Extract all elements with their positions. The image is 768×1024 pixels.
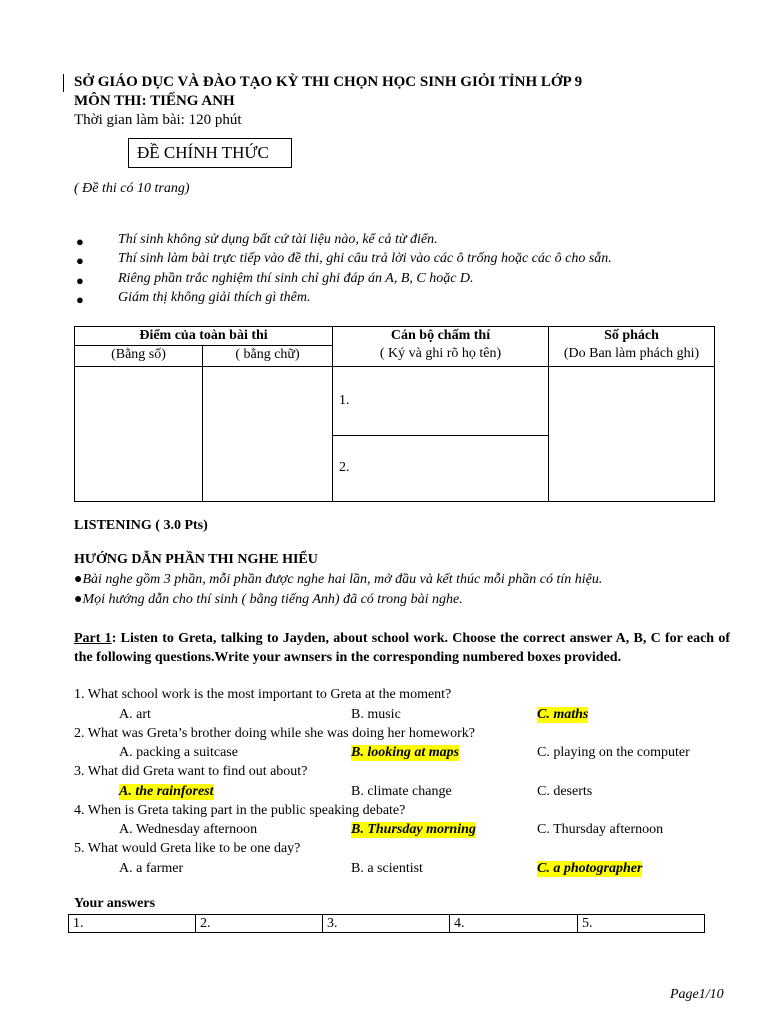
code-header-cell — [549, 327, 715, 367]
header-subject: MÔN THI: TIẾNG ANH — [74, 93, 235, 109]
question-5: 5. What would Greta like to be one day? — [74, 841, 301, 856]
examiner-1-label: 1. — [339, 392, 350, 408]
examiner-header-cell — [333, 327, 549, 367]
text-cursor — [63, 74, 64, 92]
page-number: Page1/10 — [670, 987, 724, 1002]
answer-box-2[interactable]: 2. — [196, 915, 323, 933]
answer-box-5[interactable]: 5. — [578, 915, 705, 933]
score-words-field[interactable] — [203, 367, 333, 502]
q2-option-c: C. playing on the computer — [537, 745, 690, 760]
your-answers-label: Your answers — [74, 896, 156, 911]
examiner-1-field[interactable] — [333, 367, 549, 435]
examiner-header: Cán bộ chấm thí — [390, 328, 491, 343]
answer-box-1[interactable]: 1. — [69, 915, 196, 933]
score-words-header: ( bằng chữ) — [203, 346, 333, 367]
part-1-instructions — [74, 629, 730, 667]
q1-option-c-answer: C. maths — [537, 707, 589, 722]
q4-option-a: A. Wednesday afternoon — [119, 822, 258, 837]
rule-bullet: ● — [76, 273, 84, 288]
listening-title: LISTENING ( 3.0 Pts) — [74, 518, 208, 533]
pages-note: ( Đề thi có 10 trang) — [74, 181, 190, 196]
rule-bullet: ● — [76, 253, 84, 268]
question-2: 2. What was Greta’s brother doing while she was doing her homework? — [74, 726, 475, 741]
rule-1: Thí sinh không sử dụng bất cứ tài liệu nào, kể cả từ điển. — [118, 232, 438, 247]
question-3: 3. What did Greta want to find out about? — [74, 764, 308, 779]
code-subheader: (Do Ban làm phách ghi) — [563, 346, 700, 361]
question-4: 4. When is Greta taking part in the public speaking debate? — [74, 803, 406, 818]
code-field[interactable] — [549, 367, 715, 502]
code-header: Số phách — [604, 328, 659, 343]
q3-option-a-answer: A. the rainforest — [119, 784, 214, 799]
q3-option-c: C. deserts — [537, 784, 593, 799]
q1-option-a: A. art — [119, 707, 151, 722]
part-1-text: : Listen to Greta, talking to Jayden, about school work. Choose the correct answer A, B, C for each of the following questions.Write your awnsers in the corresponding numbered boxes provided. — [74, 631, 730, 665]
answer-box-4[interactable]: 4. — [450, 915, 578, 933]
listening-guide-title: HƯỚNG DẪN PHẦN THI NGHE HIỂU — [74, 552, 318, 567]
rule-3: Riêng phần trắc nghiệm thí sinh chỉ ghi đáp án A, B, C hoặc D. — [118, 271, 474, 286]
q3-option-b: B. climate change — [351, 784, 452, 799]
q2-option-a: A. packing a suitcase — [119, 745, 238, 760]
examiner-subheader: ( Ký và ghi rõ họ tên) — [379, 346, 502, 361]
q1-option-b: B. music — [351, 707, 401, 722]
q4-option-c: C. Thursday afternoon — [537, 822, 664, 837]
score-header: Điểm của toàn bài thi — [75, 327, 333, 346]
header-time: Thời gian làm bài: 120 phút — [74, 112, 242, 128]
answers-table — [68, 914, 705, 933]
q5-option-b: B. a scientist — [351, 861, 423, 876]
answer-box-3[interactable]: 3. — [323, 915, 450, 933]
examiner-2-field[interactable] — [333, 435, 549, 501]
rule-bullet: ● — [76, 234, 84, 249]
official-exam-box: ĐỀ CHÍNH THỨC — [128, 138, 292, 168]
question-1: 1. What school work is the most important to Greta at the moment? — [74, 687, 452, 702]
listening-guide-1: ●Bài nghe gồm 3 phần, mỗi phần được nghe hai lần, mở đầu và kết thúc mỗi phần có tín hiệu. — [74, 572, 603, 587]
listening-guide-2: ●Mọi hướng dẫn cho thí sinh ( bằng tiếng Anh) đã có trong bài nghe. — [74, 592, 463, 607]
q4-option-b-answer: B. Thursday morning — [351, 822, 476, 837]
score-table — [74, 326, 715, 502]
score-number-field[interactable] — [75, 367, 203, 502]
q5-option-a: A. a farmer — [119, 861, 184, 876]
part-1-label: Part 1 — [74, 631, 112, 646]
header-line-1: SỞ GIÁO DỤC VÀ ĐÀO TẠO KỲ THI CHỌN HỌC SINH GIỎI TỈNH LỚP 9 — [74, 74, 583, 90]
q5-option-c-answer: C. a photographer — [537, 861, 643, 876]
q2-option-b-answer: B. looking at maps — [351, 745, 460, 760]
rule-bullet: ● — [76, 292, 84, 307]
rule-4: Giám thị không giải thích gì thêm. — [118, 290, 311, 305]
rule-2: Thí sinh làm bài trực tiếp vào đề thi, ghi câu trả lời vào các ô trống hoặc các ô cho sẵn. — [118, 251, 612, 266]
score-number-header: (Bằng số) — [75, 346, 203, 367]
examiner-2-label: 2. — [339, 460, 350, 476]
